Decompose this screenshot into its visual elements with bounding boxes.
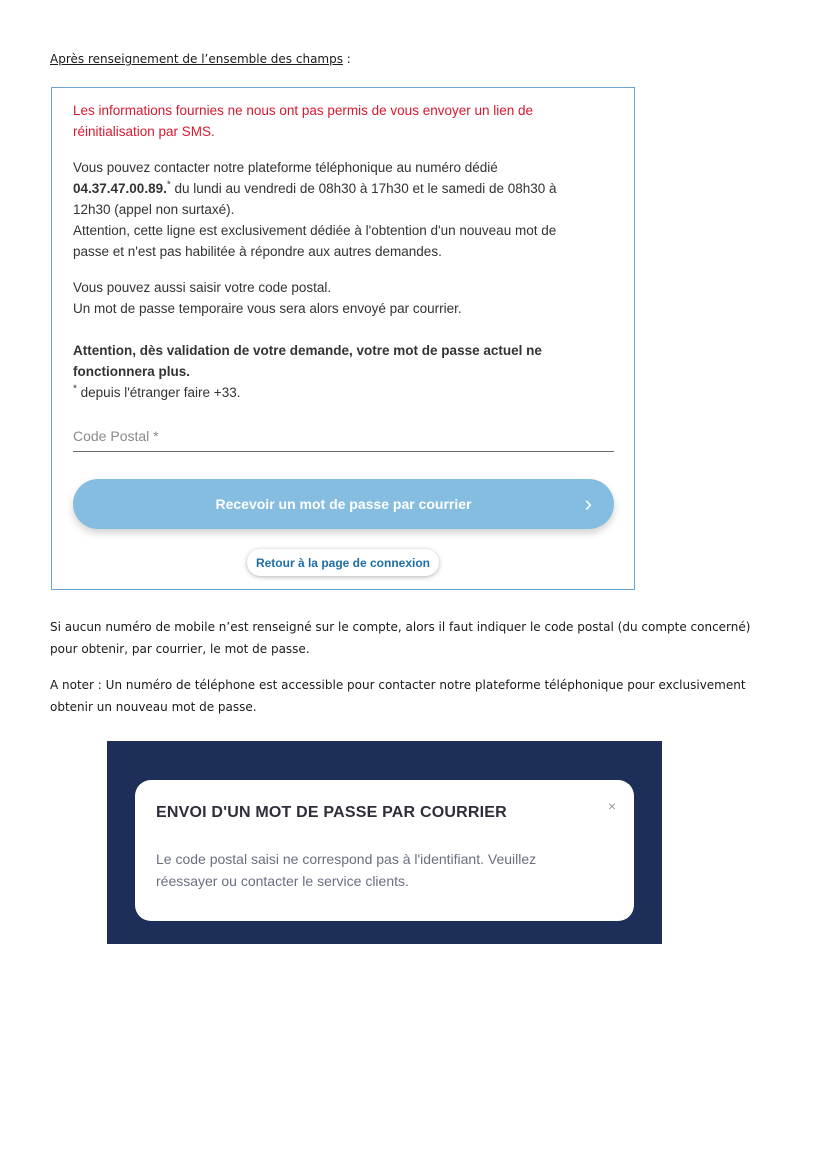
receive-password-label: Recevoir un mot de passe par courrier (215, 496, 472, 512)
postal-code-input[interactable] (73, 423, 614, 449)
back-to-login-label: Retour à la page de connexion (255, 555, 431, 570)
warning-text: Attention, dès validation de votre demande, votre mot de passe actuel ne fonctionnera plus. (73, 343, 542, 379)
explanation-paragraph: Si aucun numéro de mobile n’est renseigné sur le compte, alors il faut indiquer le code postal (du compte concerné) pour obtenir, par courrier, le mot de passe. (50, 620, 751, 656)
chevron-right-icon: › (584, 491, 592, 516)
heading-suffix: : (342, 52, 351, 66)
phone-asterisk: * (166, 179, 171, 191)
modal-backdrop (107, 741, 662, 944)
heading-text: Après renseignement de l’ensemble des champs (50, 52, 343, 66)
password-reset-panel (51, 87, 635, 590)
contact-info (73, 157, 593, 262)
modal-title: ENVOI D'UN MOT DE PASSE PAR COURRIER (156, 804, 507, 821)
section-heading (50, 52, 351, 66)
error-message: Les informations fournies ne nous ont pas permis de vous envoyer un lien de réinitialisation par SMS. (73, 103, 534, 139)
postal-code-field (73, 423, 614, 452)
error-modal (135, 780, 634, 921)
back-to-login-button[interactable] (247, 549, 439, 576)
abroad-asterisk: * (73, 383, 77, 395)
warning-block (73, 340, 593, 403)
note-paragraph: A noter : Un numéro de téléphone est accessible pour contacter notre plateforme téléphonique pour exclusivement obtenir un nouveau mot de passe. (50, 678, 746, 714)
contact-intro: Vous pouvez contacter notre plateforme téléphonique au numéro dédié (73, 160, 498, 175)
hours-text: du lundi au vendredi de 08h30 à 17h30 et le samedi de 08h30 à 12h30 (appel non surtaxé). (73, 181, 557, 217)
temp-password-info: Un mot de passe temporaire vous sera alors envoyé par courrier. (73, 301, 462, 316)
receive-password-button[interactable] (73, 479, 614, 529)
close-icon[interactable]: × (607, 798, 616, 814)
postal-info (73, 277, 593, 319)
abroad-note: depuis l'étranger faire +33. (76, 385, 241, 400)
attention-line: Attention, cette ligne est exclusivement dédiée à l'obtention d'un nouveau mot de passe et n'est pas habilitée à répondre aux autres demandes. (73, 223, 557, 259)
phone-number: 04.37.47.00.89. (73, 181, 167, 196)
modal-message: Le code postal saisi ne correspond pas à l'identifiant. Veuillez réessayer ou contacter le service clients. (156, 851, 537, 889)
panel-content (73, 100, 593, 403)
postal-intro: Vous pouvez aussi saisir votre code postal. (73, 280, 332, 295)
